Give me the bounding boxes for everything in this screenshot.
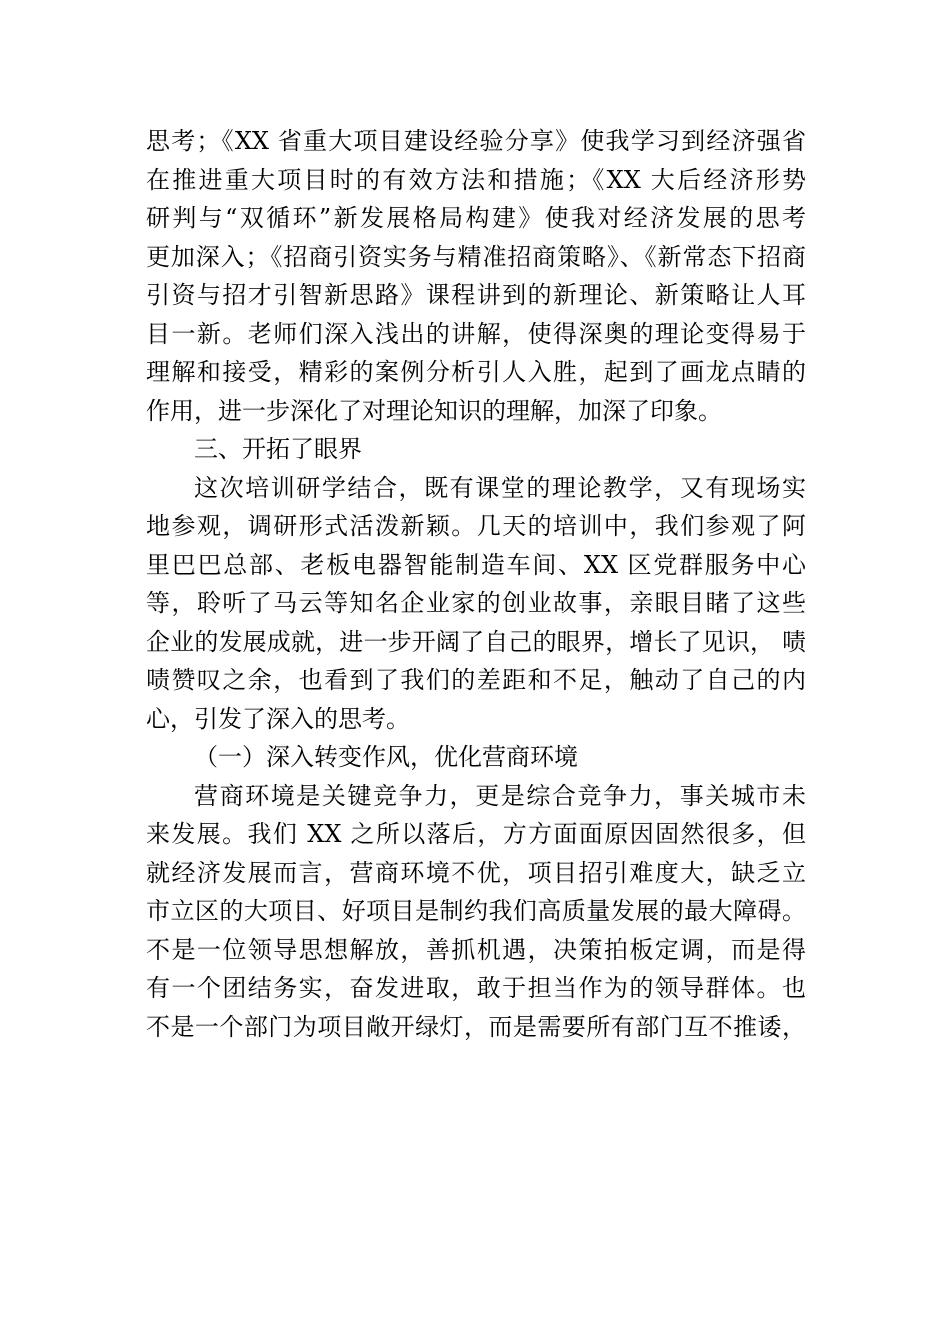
document-body (146, 122, 806, 1046)
body-line: 里巴巴总部、老板电器智能制造车间、XX 区党群服务中心 (146, 550, 806, 579)
body-line: 企业的发展成就，进一步开阔了自己的眼界，增长了见识， 啧 (146, 627, 806, 656)
section-heading: 三、开拓了眼界 (194, 435, 362, 463)
body-line: 营商环境是关键竞争力，更是综合竞争力，事关城市未 (194, 781, 806, 810)
body-line: 啧赞叹之余，也看到了我们的差距和不足，触动了自己的内 (146, 666, 806, 694)
body-line: 地参观，调研形式活泼新颖。几天的培训中，我们参观了阿 (146, 512, 806, 540)
subsection-heading: （一）深入转变作风，优化营商环境 (194, 743, 578, 771)
body-line: 在推进重大项目时的有效方法和措施；《XX 大后经济形势 (146, 165, 806, 194)
body-line: 引资与招才引智新思路》课程讲到的新理论、新策略让人耳 (146, 281, 806, 309)
body-line: 目一新。老师们深入浅出的讲解，使得深奥的理论变得易于 (146, 319, 806, 348)
body-line: 作用，进一步深化了对理论知识的理解，加深了印象。 (146, 396, 722, 425)
body-line: 等，聆听了马云等知名企业家的创业故事，亲眼目睹了这些 (146, 589, 806, 617)
body-line: 心，引发了深入的思考。 (146, 704, 410, 733)
body-line: 不是一个部门为项目敞开绿灯，而是需要所有部门互不推诿， (146, 1012, 806, 1041)
body-line: 来发展。我们 XX 之所以落后，方方面面原因固然很多，但 (146, 820, 806, 848)
body-line: 思考；《XX 省重大项目建设经验分享》使我学习到经济强省 (146, 127, 806, 155)
body-line: 更加深入；《招商引资实务与精准招商策略》、《新常态下招商 (146, 242, 806, 271)
body-line: 就经济发展而言，营商环境不优，项目招引难度大，缺乏立 (146, 858, 806, 887)
body-line: 市立区的大项目、好项目是制约我们高质量发展的最大障碍。 (146, 897, 806, 925)
body-line: 理解和接受，精彩的案例分析引人入胜，起到了画龙点睛的 (146, 358, 806, 386)
body-line: 不是一位领导思想解放，善抓机遇，决策拍板定调，而是得 (146, 935, 806, 964)
body-line: 研判与“双循环”新发展格局构建》使我对经济发展的思考 (146, 204, 806, 232)
body-line: 有一个团结务实，奋发进取，敢于担当作为的领导群体。也 (146, 974, 806, 1002)
body-line: 这次培训研学结合，既有课堂的理论教学，又有现场实 (194, 473, 806, 502)
